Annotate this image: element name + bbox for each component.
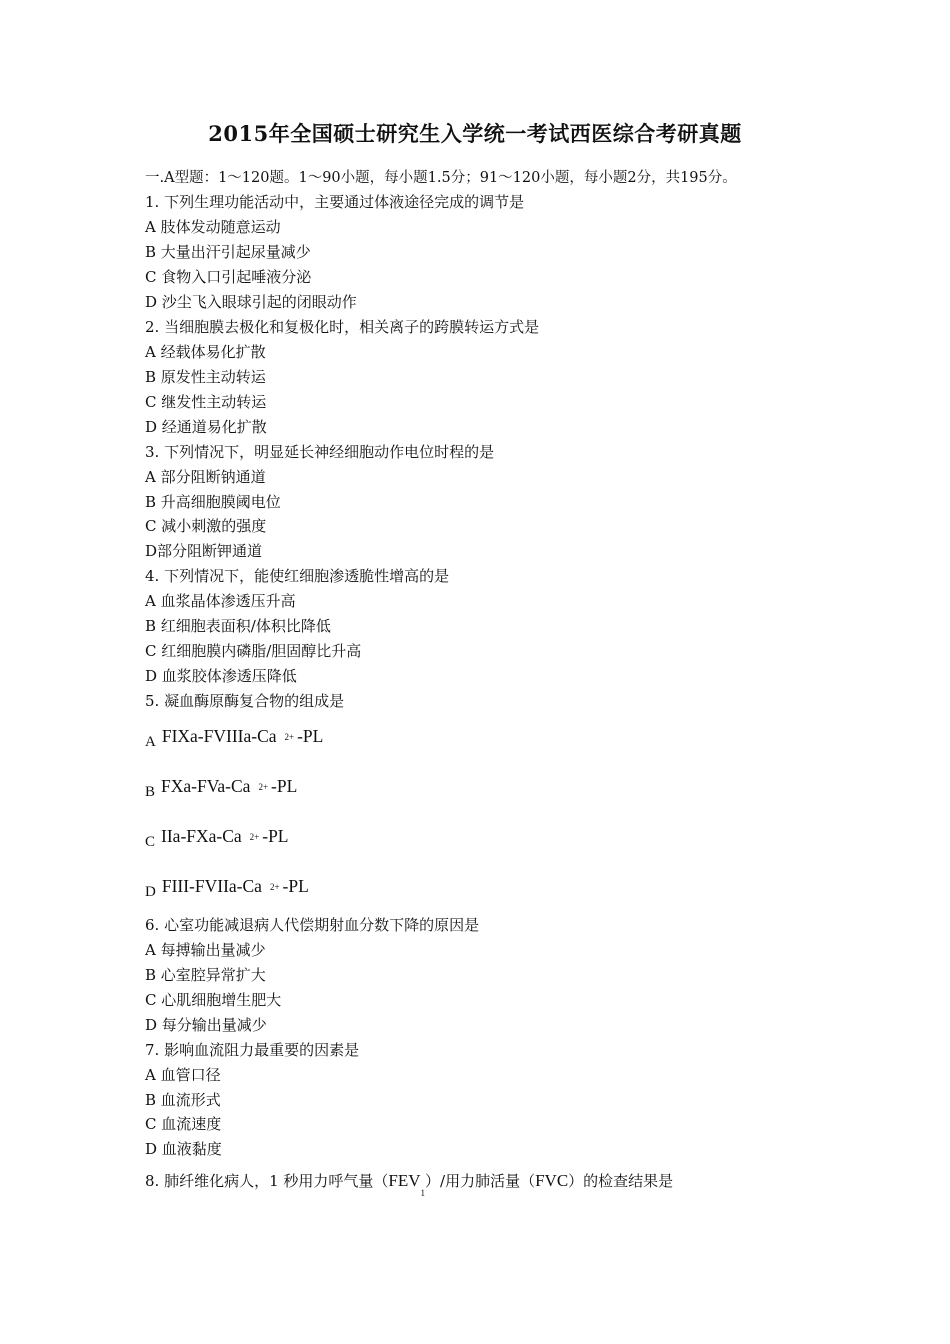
q8-text-part2: ）/用力肺活量（ — [425, 1172, 536, 1190]
formula-superscript: 2+ — [269, 882, 280, 892]
formula-tail: -PL — [262, 826, 289, 846]
formula-superscript: 2+ — [249, 832, 260, 842]
question-5-option-d — [145, 876, 309, 900]
question-5-stem: 5. 凝血酶原酶复合物的组成是 — [145, 692, 345, 710]
question-7-stem: 7. 影响血流阻力最重要的因素是 — [145, 1041, 360, 1059]
q8-fev: FEV — [388, 1171, 421, 1190]
formula-superscript: 2+ — [258, 782, 269, 792]
question-2-stem: 2. 当细胞膜去极化和复极化时，相关离子的跨膜转运方式是 — [145, 318, 540, 336]
question-6-option-c: C 心肌细胞增生肥大 — [145, 991, 282, 1009]
question-2-option-c: C 继发性主动转运 — [145, 393, 267, 411]
formula-main: IIa-FXa-Ca — [161, 826, 242, 846]
q8-subscript: 1 — [420, 1188, 426, 1198]
question-1-option-c: C 食物入口引起唾液分泌 — [145, 268, 312, 286]
question-7-option-d: D 血液黏度 — [145, 1140, 222, 1158]
question-3-option-b: B 升高细胞膜阈电位 — [145, 493, 281, 511]
question-5-option-c — [145, 826, 289, 850]
formula-main: FIII-FVIIa-Ca — [161, 876, 262, 896]
option-letter: C — [145, 834, 156, 850]
q8-fvc: FVC — [535, 1171, 569, 1190]
question-5-option-b — [145, 776, 298, 800]
question-6-option-d: D 每分输出量减少 — [145, 1016, 267, 1034]
question-5-option-a — [145, 726, 324, 750]
question-4-option-d: D 血浆胶体渗透压降低 — [145, 667, 297, 685]
question-7-option-c: C 血流速度 — [145, 1115, 222, 1133]
formula-tail: -PL — [271, 776, 298, 796]
question-3-option-a: A 部分阻断钠通道 — [145, 468, 266, 486]
question-3-option-c: C 减小刺激的强度 — [145, 517, 267, 535]
question-2-option-a: A 经载体易化扩散 — [145, 343, 266, 361]
question-7-option-b: B 血流形式 — [145, 1091, 221, 1109]
question-3-stem: 3. 下列情况下，明显延长神经细胞动作电位时程的是 — [145, 443, 495, 461]
q8-text-part1: 8. 肺纤维化病人，1 秒用力呼气量（ — [145, 1172, 389, 1190]
question-4-option-a: A 血浆晶体渗透压升高 — [145, 592, 296, 610]
section-header: 一.A型题：1～120题。1～90小题，每小题1.5分；91～120小题，每小题2分，共195分。 — [145, 170, 737, 186]
question-4-option-b: B 红细胞表面积/体积比降低 — [145, 617, 331, 635]
question-8-stem — [145, 1170, 674, 1198]
question-3-option-d: D部分阻断钾通道 — [145, 542, 263, 560]
question-6-option-b: B 心室腔异常扩大 — [145, 966, 266, 984]
document-title: 2015年全国硕士研究生入学统一考试西医综合考研真题 — [208, 121, 742, 146]
q8-text-part3: ）的检查结果是 — [568, 1172, 674, 1190]
question-1-option-b: B 大量出汗引起尿量减少 — [145, 243, 311, 261]
formula-main: FXa-FVa-Ca — [161, 776, 251, 796]
question-7-option-a: A 血管口径 — [145, 1066, 221, 1084]
formula-main: FIXa-FVIIIa-Ca — [161, 726, 277, 746]
question-6-option-a: A 每搏输出量减少 — [145, 941, 266, 959]
option-letter: B — [145, 784, 156, 800]
question-1-option-d: D 沙尘飞入眼球引起的闭眼动作 — [145, 293, 357, 311]
question-2-option-d: D 经通道易化扩散 — [145, 418, 267, 436]
formula-superscript: 2+ — [284, 732, 295, 742]
question-6-stem: 6. 心室功能减退病人代偿期射血分数下降的原因是 — [145, 916, 480, 934]
option-letter: D — [145, 884, 156, 900]
question-1-stem: 1. 下列生理功能活动中，主要通过体液途径完成的调节是 — [145, 193, 525, 211]
formula-tail: -PL — [297, 726, 324, 746]
question-4-stem: 4. 下列情况下，能使红细胞渗透脆性增高的是 — [145, 567, 450, 585]
formula-tail: -PL — [282, 876, 309, 896]
question-1-option-a: A 肢体发动随意运动 — [145, 218, 281, 236]
option-letter: A — [145, 734, 156, 750]
question-2-option-b: B 原发性主动转运 — [145, 368, 266, 386]
question-4-option-c: C 红细胞膜内磷脂/胆固醇比升高 — [145, 642, 362, 660]
